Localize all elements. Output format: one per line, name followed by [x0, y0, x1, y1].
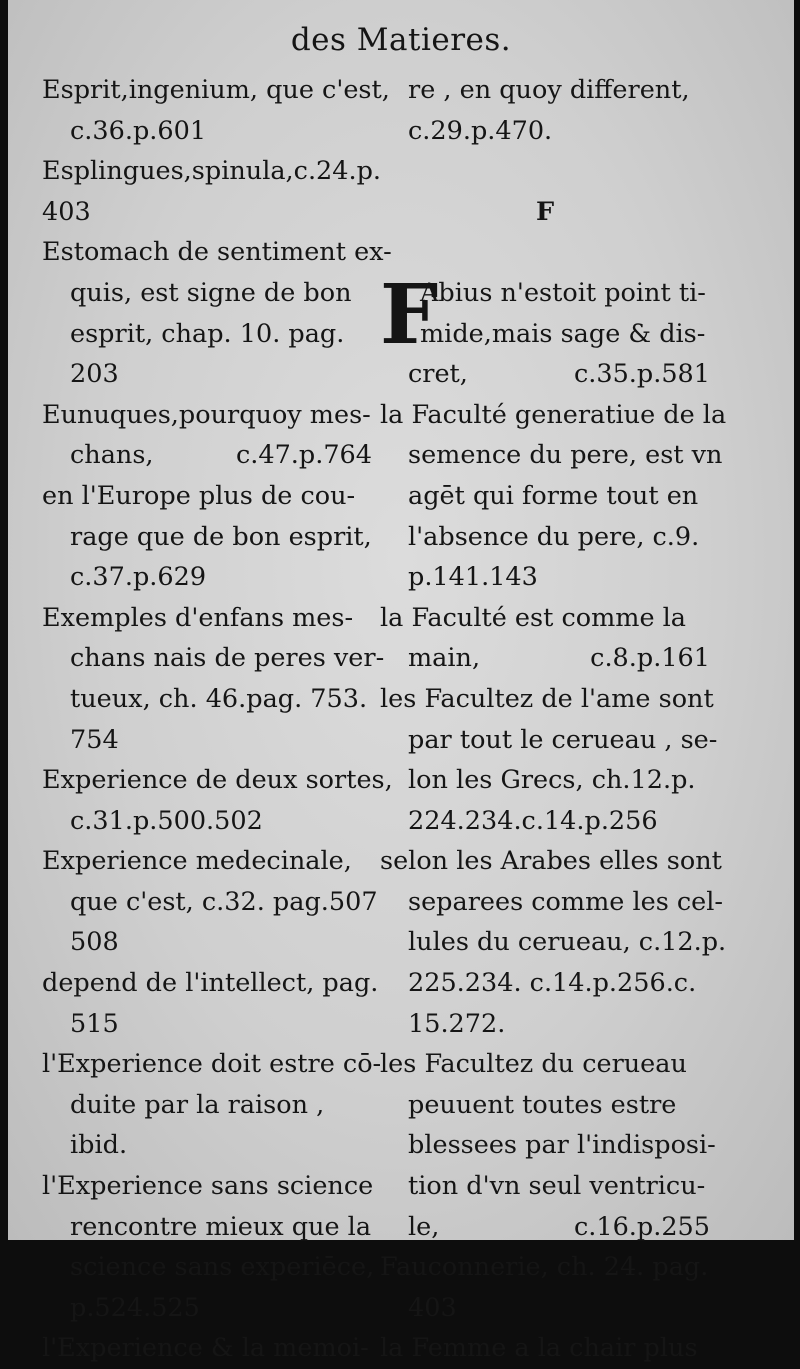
index-line — [380, 841, 722, 882]
index-entry-text: 515 — [70, 1008, 119, 1039]
index-line — [42, 1044, 382, 1085]
index-line — [42, 638, 385, 679]
index-entry-text: blessees par l'indisposi- — [408, 1130, 716, 1161]
index-line — [380, 476, 710, 517]
index-entry-text: l'Experience sans science — [42, 1171, 374, 1202]
index-entry-text: 224.234.c.14.p.256 — [408, 805, 658, 836]
index-entry-text: lules du cerueau, c.12.p. — [408, 927, 727, 958]
index-line — [42, 1085, 372, 1126]
index-entry-text: c.37.p.629 — [70, 562, 207, 593]
index-line — [380, 1004, 710, 1045]
index-line — [380, 922, 727, 963]
index-line — [42, 435, 372, 476]
index-line — [380, 1247, 710, 1288]
index-entry-text: 15.272. — [408, 1008, 506, 1039]
page-reference: c.47.p.764 — [235, 440, 372, 471]
index-line — [42, 517, 372, 558]
book-page — [8, 0, 794, 1364]
index-line — [380, 1166, 710, 1207]
index-entry-text: Estomach de sentiment ex- — [42, 237, 392, 268]
index-entry-text: rencontre mieux que la — [70, 1211, 372, 1242]
index-line — [380, 638, 710, 679]
index-line — [42, 273, 372, 314]
index-entry-text: Eunuques,pourquoy mes- — [42, 399, 371, 430]
index-entry-text: la Femme a la chair plus — [380, 1333, 698, 1364]
index-line — [42, 192, 372, 233]
index-line — [42, 1004, 372, 1045]
index-entry-text: cret, — [408, 359, 468, 390]
index-line — [380, 598, 710, 639]
index-entry-text: par tout le cerueau , se- — [408, 724, 718, 755]
index-line — [42, 395, 372, 436]
index-line — [42, 151, 382, 192]
index-entry-text: rage que de bon esprit, — [70, 521, 372, 552]
index-entry-text: Exemples d'enfans mes- — [42, 602, 354, 633]
index-entry-text: en l'Europe plus de cou- — [42, 480, 356, 511]
index-entry-text: duite par la raison , — [70, 1089, 325, 1120]
index-entry-text: 403 — [42, 196, 91, 227]
index-line — [42, 760, 393, 801]
index-entry-text: 508 — [70, 927, 119, 958]
index-entry-text: c.36.p.601 — [70, 115, 207, 146]
index-entry-text: esprit, chap. 10. pag. — [70, 318, 345, 349]
index-line — [42, 111, 372, 152]
index-line — [42, 598, 372, 639]
index-entry-text: l'Experience doit estre cō- — [42, 1049, 382, 1080]
index-line — [380, 882, 724, 923]
index-line — [380, 1085, 710, 1126]
index-line — [380, 517, 710, 558]
index-entry-text: Esprit,ingenium, que c'est, — [42, 75, 390, 105]
index-line — [380, 963, 710, 1004]
index-line — [42, 354, 372, 395]
index-column-left — [42, 70, 393, 1369]
index-line — [42, 720, 372, 761]
index-entry-text: que c'est, c.32. pag.507 — [70, 886, 378, 917]
index-line — [42, 314, 372, 355]
index-line — [42, 1247, 375, 1288]
index-entry-text: Abius n'estoit point ti- — [420, 277, 706, 308]
index-entry-text: peuuent toutes estre — [408, 1089, 677, 1120]
index-entry-text: 403 — [408, 1292, 457, 1323]
index-line — [42, 1207, 372, 1248]
index-line — [380, 1328, 710, 1369]
index-line — [42, 963, 379, 1004]
index-line — [380, 760, 710, 801]
index-entry-text: depend de l'intellect, pag. — [42, 968, 379, 999]
index-line — [42, 1166, 372, 1207]
index-line — [380, 557, 710, 598]
index-entry-text: p.524.525 — [70, 1292, 200, 1323]
index-entry-text: quis, est signe de bon — [70, 277, 352, 308]
index-line — [380, 314, 710, 355]
index-entry-text: science sans experiēce, — [70, 1252, 375, 1283]
index-entry-text: l'absence du pere, c.9. — [408, 521, 700, 552]
index-entry-text: lon les Grecs, ch.12.p. — [408, 765, 696, 796]
index-entry-text: selon les Arabes elles sont — [380, 846, 722, 877]
index-line — [42, 841, 372, 882]
index-entry-text: le, — [408, 1211, 440, 1242]
index-line — [380, 679, 714, 720]
index-line — [380, 1207, 710, 1248]
index-line — [380, 435, 723, 476]
index-entry-text: la Faculté generatiue de la — [380, 399, 727, 430]
index-entry-text: main, — [408, 643, 481, 674]
index-entry-text: semence du pere, est vn — [408, 440, 723, 471]
index-entry-text: ibid. — [70, 1130, 128, 1161]
section-letter: F — [535, 196, 555, 227]
index-line — [380, 70, 710, 111]
index-entry-text: separees comme les cel- — [408, 886, 724, 917]
index-entry-text: Esplingues,spinula,c.24.p. — [42, 156, 382, 187]
index-entry-text: mide,mais sage & dis- — [420, 318, 706, 349]
running-header: des Matieres. — [290, 22, 512, 58]
index-entry-text: chans, — [70, 440, 154, 471]
index-line — [42, 679, 372, 720]
index-line — [42, 1288, 372, 1329]
index-entry-text: l'Experience & la memoi- — [42, 1333, 369, 1364]
index-entry-text: chans nais de peres ver- — [70, 643, 385, 674]
index-line — [42, 70, 390, 111]
index-line — [380, 1125, 716, 1166]
index-entry-text: 203 — [70, 359, 119, 390]
drop-cap: F — [380, 266, 439, 363]
index-entry-text: 225.234. c.14.p.256.c. — [408, 968, 697, 999]
index-entry-text: agēt qui forme tout en — [408, 480, 699, 511]
page-reference: c.16.p.255 — [573, 1211, 710, 1242]
index-line — [42, 1328, 372, 1369]
index-entry-text: re , en quoy different, — [408, 75, 690, 105]
index-entry-text: les Facultez de l'ame sont — [380, 683, 714, 714]
index-line — [42, 922, 372, 963]
index-line — [380, 111, 710, 152]
index-entry-text: 754 — [70, 724, 119, 755]
page-reference: c.8.p.161 — [590, 643, 710, 674]
index-line — [42, 476, 372, 517]
index-line — [42, 801, 372, 842]
index-entry-text: c.31.p.500.502 — [70, 805, 263, 836]
index-entry-text: tueux, ch. 46.pag. 753. — [70, 683, 368, 714]
index-entry-text: Experience medecinale, — [42, 846, 352, 877]
index-line — [42, 557, 372, 598]
index-entry-text: Fauconnerie, ch. 24. pag. — [380, 1252, 709, 1283]
index-entry-text: la Faculté est comme la — [380, 602, 687, 633]
index-entry-text: c.29.p.470. — [408, 115, 553, 146]
index-entry-text: tion d'vn seul ventricu- — [408, 1171, 706, 1202]
index-entry-text: p.141.143 — [408, 562, 538, 593]
index-line — [380, 192, 710, 233]
index-line — [380, 720, 718, 761]
blank-line — [380, 151, 710, 192]
index-line — [380, 801, 710, 842]
index-line — [42, 232, 392, 273]
index-line — [380, 1288, 710, 1329]
index-line — [42, 1125, 372, 1166]
index-entry-text: les Facultez du cerueau — [380, 1049, 687, 1080]
index-line — [42, 882, 378, 923]
index-line — [380, 1044, 710, 1085]
page-reference: c.35.p.581 — [573, 359, 710, 390]
index-entry-text: Experience de deux sortes, — [42, 765, 393, 796]
index-column-right — [380, 70, 727, 1369]
index-line — [380, 395, 727, 436]
index-line — [380, 354, 710, 395]
